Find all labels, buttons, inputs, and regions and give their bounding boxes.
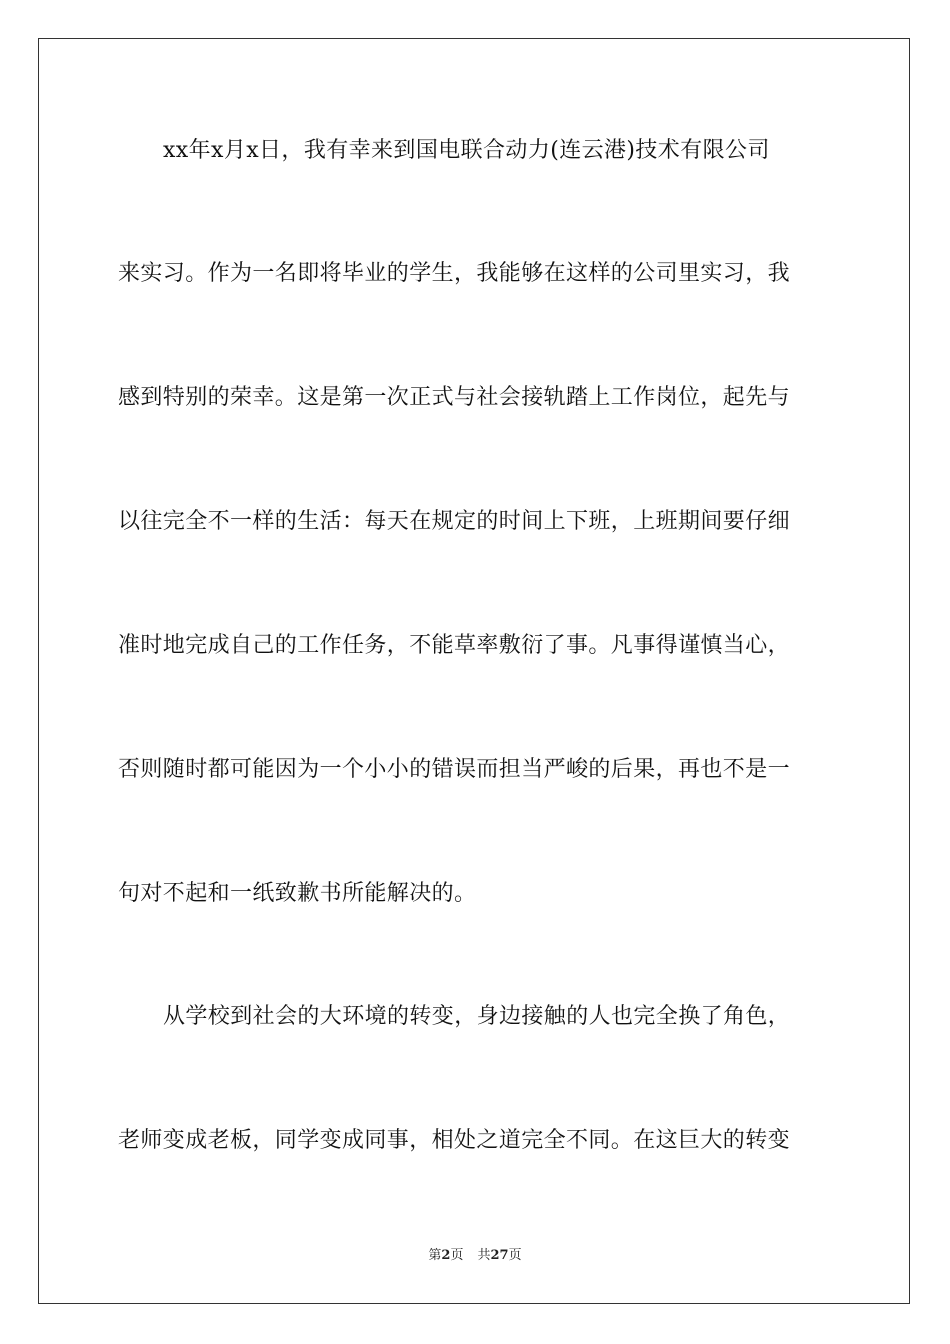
paragraph-2-line-1: 从学校到社会的大环境的转变，身边接触的人也完全换了角色， — [163, 1004, 791, 1029]
page-footer — [0, 1247, 950, 1265]
paragraph-1-line-7: 句对不起和一纸致歉书所能解决的。 — [118, 881, 477, 906]
page-prefix: 第 — [428, 1248, 442, 1263]
paragraph-1-line-3: 感到特别的荣幸。这是第一次正式与社会接轨踏上工作岗位，起先与 — [118, 385, 791, 410]
paragraph-1-line-5: 准时地完成自己的工作任务，不能草率敷衍了事。凡事得谨慎当心， — [118, 633, 791, 658]
page-border — [38, 38, 910, 1304]
paragraph-1-line-1: xx年x月x日，我有幸来到国电联合动力(连云港)技术有限公司 — [163, 138, 770, 163]
paragraph-1-line-4: 以往完全不一样的生活：每天在规定的时间上下班，上班期间要仔细 — [118, 509, 791, 534]
page-unit: 页 — [450, 1248, 464, 1263]
total-unit: 页 — [508, 1248, 522, 1263]
paragraph-1-line-6: 否则随时都可能因为一个小小的错误而担当严峻的后果，再也不是一 — [118, 757, 791, 782]
paragraph-1-line-2: 来实习。作为一名即将毕业的学生，我能够在这样的公司里实习，我 — [118, 261, 791, 286]
total-prefix: 共 — [477, 1248, 491, 1263]
page-number: 2 — [441, 1248, 451, 1263]
total-pages: 27 — [490, 1248, 509, 1263]
paragraph-2-line-2: 老师变成老板，同学变成同事，相处之道完全不同。在这巨大的转变 — [118, 1128, 791, 1153]
